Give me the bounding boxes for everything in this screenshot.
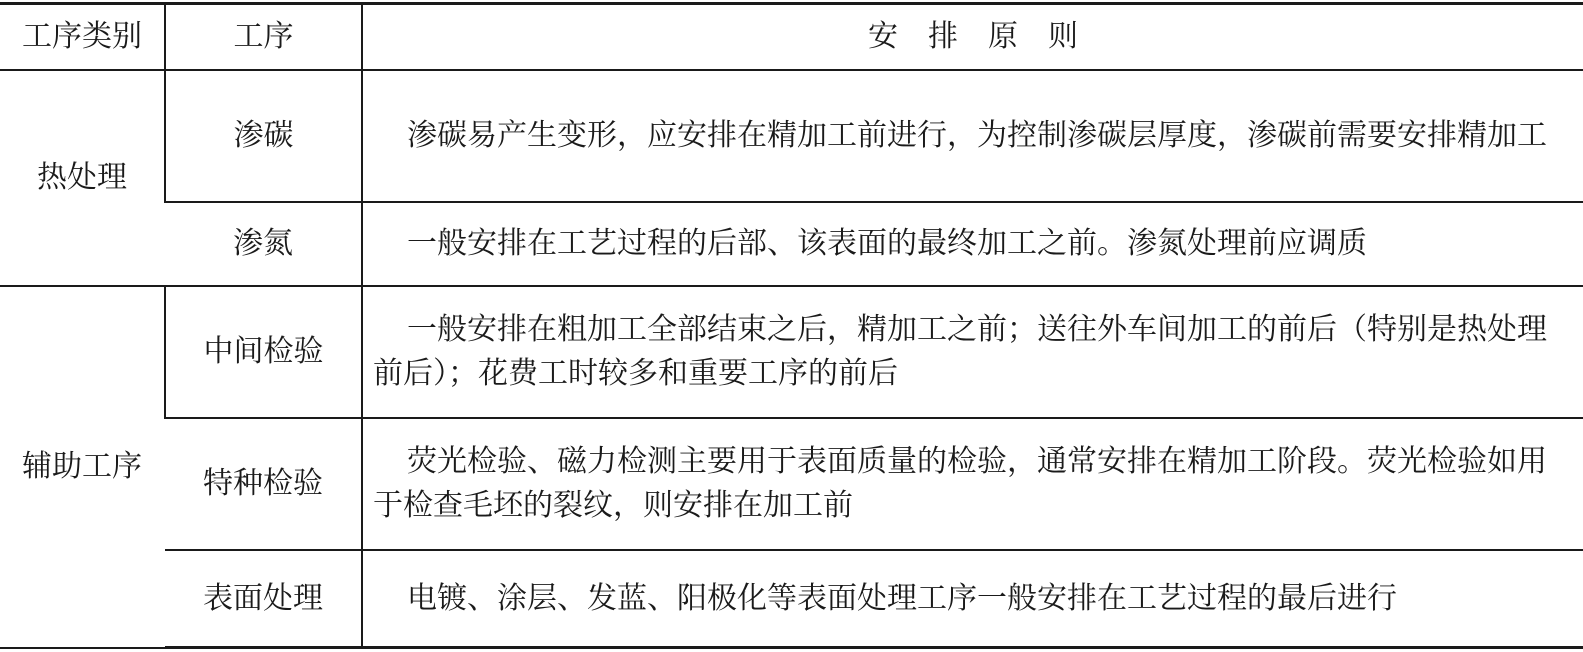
header-process: 工序	[165, 4, 362, 71]
table-row	[0, 550, 1583, 648]
principle-cell: 电镀、涂层、发蓝、阳极化等表面处理工序一般安排在工艺过程的最后进行	[362, 550, 1583, 648]
table-row	[0, 202, 1583, 286]
principle-cell: 一般安排在粗加工全部结束之后，精加工之前；送往外车间加工的前后（特别是热处理前后）；花费工时较多和重要工序的前后	[362, 286, 1583, 418]
principle-cell: 一般安排在工艺过程的后部、该表面的最终加工之前。渗氮处理前应调质	[362, 202, 1583, 286]
category-cell-auxiliary: 辅助工序	[0, 286, 165, 648]
process-cell: 特种检验	[165, 418, 362, 550]
table-row	[0, 286, 1583, 418]
category-cell-heat-treatment: 热处理	[0, 70, 165, 286]
process-arrangement-table	[0, 2, 1583, 649]
header-principle: 安排原则	[362, 4, 1583, 71]
process-cell: 表面处理	[165, 550, 362, 648]
process-cell: 渗氮	[165, 202, 362, 286]
process-arrangement-table-wrapper	[0, 2, 1583, 649]
process-cell: 渗碳	[165, 70, 362, 202]
table-row	[0, 70, 1583, 202]
table-row	[0, 418, 1583, 550]
principle-cell: 荧光检验、磁力检测主要用于表面质量的检验，通常安排在精加工阶段。荧光检验如用于检查毛坯的裂纹，则安排在加工前	[362, 418, 1583, 550]
header-category: 工序类别	[0, 4, 165, 71]
process-cell: 中间检验	[165, 286, 362, 418]
table-header-row	[0, 4, 1583, 71]
principle-cell: 渗碳易产生变形，应安排在精加工前进行，为控制渗碳层厚度，渗碳前需要安排精加工	[362, 70, 1583, 202]
